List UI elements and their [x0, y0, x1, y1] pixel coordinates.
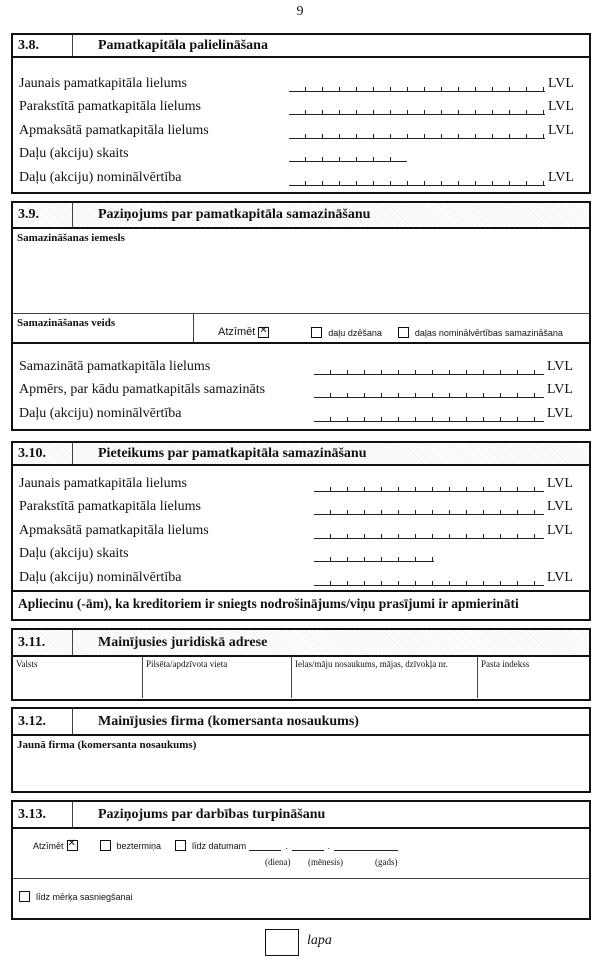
field-row [19, 398, 589, 422]
field-label: Daļu (akciju) skaits [19, 546, 129, 561]
amount-input[interactable] [289, 101, 545, 115]
nominal-reduction-label: daļas nominālvērtības samazināšana [414, 328, 563, 338]
field-label: Parakstītā pamatkapitāla lielums [19, 99, 201, 114]
postal-code-label: Pasta indekss [481, 659, 530, 669]
year-input[interactable] [334, 841, 398, 851]
field-row [19, 162, 589, 186]
section-title: Pamatkapitāla palielināšana [98, 37, 268, 53]
amount-input[interactable] [314, 384, 544, 398]
field-label: Daļu (akciju) nominālvērtība [19, 405, 182, 421]
currency-label: LVL [548, 169, 574, 185]
field-row [19, 562, 589, 586]
field-row [19, 68, 589, 92]
section-number: 3.8. [13, 35, 73, 56]
currency-label: LVL [548, 99, 574, 114]
section-number: 3.9. [13, 203, 73, 227]
until-date-label: līdz datumam [192, 840, 247, 851]
currency-label: LVL [547, 499, 573, 514]
amount-input[interactable] [314, 478, 544, 492]
street-field[interactable] [292, 657, 478, 698]
section-header [13, 35, 589, 58]
count-input[interactable] [314, 548, 434, 562]
until-date-checkbox[interactable] [175, 840, 186, 851]
field-row [19, 539, 589, 563]
country-field[interactable] [13, 657, 143, 698]
field-label: Apmaksātā pamatkapitāla lielums [19, 522, 209, 538]
field-label: Daļu (akciju) nominālvērtība [19, 569, 182, 585]
mark-label: Atzīmēt [33, 840, 64, 851]
until-goal-label: līdz mērķa sasniegšanai [36, 891, 133, 902]
nominal-reduction-checkbox[interactable] [398, 327, 409, 338]
section-3-9 [11, 201, 591, 431]
postal-code-field[interactable] [478, 657, 589, 698]
amount-input[interactable] [314, 361, 544, 375]
section-number: 3.10. [13, 443, 73, 464]
amount-input[interactable] [314, 572, 544, 586]
page-number: 9 [296, 4, 304, 19]
field-label: Apmērs, par kādu pamatkapitāls samazināts [19, 382, 266, 397]
field-row [19, 515, 589, 539]
currency-label: LVL [547, 405, 573, 421]
section-title: Paziņojums par pamatkapitāla samazināšanu [98, 207, 371, 222]
section-title: Mainījusies firma (komersanta nosaukums) [98, 713, 359, 729]
street-label: Ielas/māju nosaukums, mājas, dzīvokļa nr. [295, 659, 448, 669]
month-input[interactable] [292, 841, 324, 851]
currency-label: LVL [547, 382, 573, 397]
field-label: Jaunais pamatkapitāla lielums [19, 475, 187, 491]
currency-label: LVL [548, 122, 574, 138]
amount-input[interactable] [289, 172, 545, 186]
section-number: 3.11. [13, 630, 73, 655]
year-caption: (gads) [375, 857, 398, 867]
section-number: 3.13. [13, 802, 73, 827]
section-header [13, 203, 589, 229]
amount-input[interactable] [314, 525, 544, 539]
indefinite-label: beztermiņa [116, 840, 162, 851]
field-label: Jaunais pamatkapitāla lielums [19, 75, 187, 91]
section-title: Pieteikums par pamatkapitāla samazināšanu [98, 445, 367, 461]
currency-label: LVL [547, 358, 573, 374]
field-label: Daļu (akciju) skaits [19, 146, 129, 161]
currency-label: LVL [547, 569, 573, 585]
section-title: Paziņojums par darbības turpināšanu [98, 806, 326, 822]
reason-field[interactable] [13, 229, 589, 314]
field-label: Apmaksātā pamatkapitāla lielums [19, 122, 209, 138]
reason-label: Samazināšanas iemesls [17, 232, 125, 244]
field-label: Daļu (akciju) nominālvērtība [19, 169, 182, 185]
new-company-name-label: Jaunā firma (komersanta nosaukums) [17, 739, 197, 751]
section-header [13, 443, 589, 466]
currency-label: LVL [548, 75, 574, 91]
field-row [19, 92, 589, 116]
field-row [19, 492, 589, 516]
indefinite-checkbox[interactable] [100, 840, 111, 851]
mark-example-checkbox-icon [67, 840, 78, 851]
city-label: Pilsēta/apdzīvota vieta [146, 659, 228, 669]
section-3-10 [11, 441, 591, 621]
section-3-12 [11, 707, 591, 793]
section-number: 3.12. [13, 709, 73, 734]
city-field[interactable] [143, 657, 292, 698]
section-3-11 [11, 628, 591, 701]
page-label: lapa [307, 933, 332, 948]
until-goal-checkbox[interactable] [19, 891, 30, 902]
amount-input[interactable] [314, 408, 544, 422]
field-label: Samazinātā pamatkapitāla lielums [19, 358, 211, 374]
amount-input[interactable] [314, 501, 544, 515]
mark-example-checkbox-icon [258, 327, 269, 338]
field-row [19, 375, 589, 399]
count-input[interactable] [289, 148, 407, 162]
section-3-13: 3.13. Paziņojums par darbības turpināšanu Atzīmēt ✕ beztermiņa līdz datumam . . (diena) (mēnesis) (gads) līdz mērķa sasniegšanai [11, 800, 591, 920]
field-row [19, 115, 589, 139]
currency-label: LVL [547, 522, 573, 538]
section-header [13, 802, 589, 829]
country-label: Valsts [16, 659, 38, 669]
field-row [19, 468, 589, 492]
day-input[interactable] [249, 841, 281, 851]
amount-input[interactable] [289, 78, 545, 92]
field-row [19, 139, 589, 163]
field-row [19, 351, 589, 375]
day-caption: (diena) [265, 857, 291, 867]
share-cancellation-label: daļu dzēšana [328, 328, 382, 338]
field-label: Parakstītā pamatkapitāla lielums [19, 499, 201, 514]
new-company-name-field[interactable] [13, 736, 589, 791]
month-caption: (mēnesis) [308, 857, 343, 867]
section-header [13, 709, 589, 736]
section-header [13, 630, 589, 657]
share-cancellation-checkbox[interactable] [311, 327, 322, 338]
page-count-box[interactable] [265, 929, 299, 956]
section-title: Mainījusies juridiskā adrese [98, 634, 268, 650]
section-3-8 [11, 33, 591, 194]
type-label: Samazināšanas veids [13, 314, 194, 342]
amount-input[interactable] [289, 125, 545, 139]
creditor-confirmation: Apliecinu (-ām), ka kreditoriem ir sniegts nodrošinājums/viņu prasījumi ir apmierināti [13, 590, 589, 616]
currency-label: LVL [547, 475, 573, 491]
mark-label: Atzīmēt [218, 326, 256, 338]
